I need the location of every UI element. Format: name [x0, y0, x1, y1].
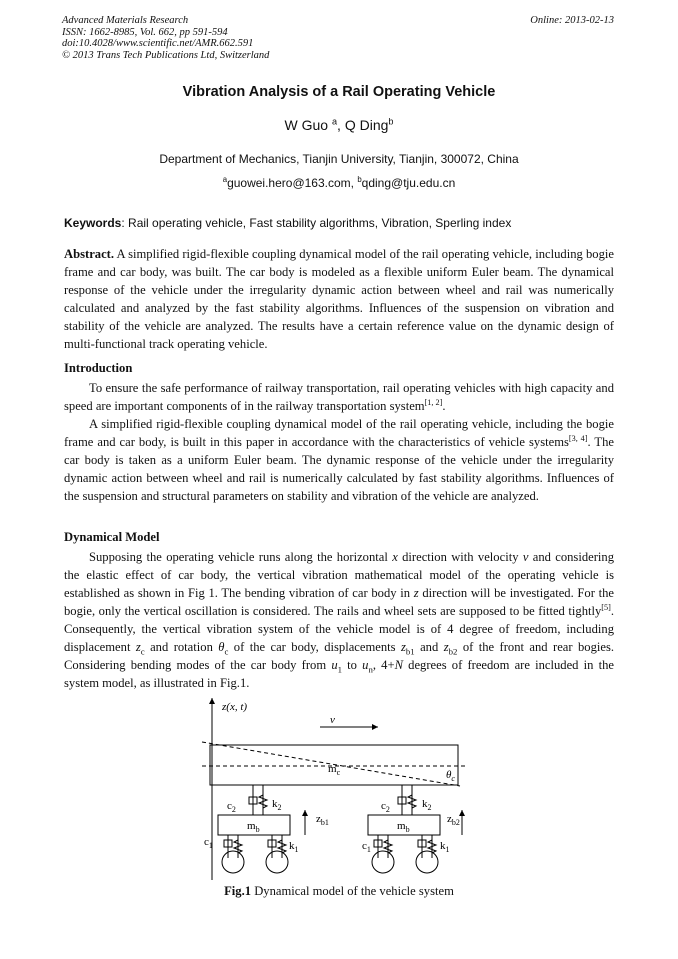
rear-bogie-mass: $m_b$: [397, 820, 410, 834]
front-k1-label: $k_1$: [289, 840, 299, 854]
intro-p1-text: To ensure the safe performance of railway transportation, rail operating vehicles with high capacity and speed are important components of in the railway transportation system: [64, 381, 614, 413]
rear-k2-label: $k_2$: [422, 798, 432, 812]
emails: [0, 176, 678, 190]
intro-p2-text-b: . The car body is taken as a uniform Euler beam. The dynamic response of the vehicle under the irregularity dynamic action between wheel and rail is numerically calculated by fast stability algorithms. Influences of the suspension and structural parameters on stability and vibration of the vehicle are analyzed.: [64, 435, 615, 503]
model-un-sub: n: [368, 664, 373, 675]
model-t12: degrees of freedom are included in the system model, as illustrated in Fig.1.: [64, 658, 614, 690]
front-zb1-label: $z_{b1}$: [316, 813, 329, 827]
keywords: [64, 216, 624, 230]
model-un: u: [362, 658, 369, 672]
rear-c1-label: $c_1$: [362, 840, 371, 854]
author-separator: ,: [337, 117, 345, 133]
model-zc-sub: c: [140, 646, 145, 657]
online-date: Online: 2013-02-13: [530, 15, 614, 26]
model-t10: to: [342, 658, 363, 672]
paper-title: Vibration Analysis of a Rail Operating Vehicle: [182, 84, 496, 100]
front-wheel-2: [266, 851, 288, 873]
model-ref5: [5]: [601, 602, 611, 612]
abstract: [64, 245, 614, 353]
model-theta-sub: c: [224, 646, 229, 657]
model-zc: z: [135, 640, 141, 654]
front-bogie-mass: $m_b$: [247, 820, 260, 834]
front-secondary-suspension: [249, 785, 267, 815]
front-k2-label: $k_2$: [272, 798, 282, 812]
model-paragraph: [64, 548, 614, 692]
intro-p1-ref: [1, 2]: [424, 397, 443, 407]
author-1-sup: a: [331, 116, 338, 127]
model-t11: , 4+: [372, 658, 395, 672]
abstract-text: A simplified rigid-flexible coupling dynamical model of the rail operating vehicle, including bogie frame and car body, was built. The car body is modeled as a flexible uniform Euler beam. The dynamical response of the vehicle under the irregularity dynamic action between wheel and rail was numerically calculated and analyzed by the fast stability algorithms. Influences of the suspension on vibration and stability of the vehicle are analyzed. The results have a certain reference value on the dynamic design of multi-functional track operating vehicle.: [64, 247, 614, 351]
introduction-heading: Introduction: [64, 361, 133, 375]
email-b: qding@tju.edu.cn: [361, 176, 456, 190]
model-zb2-sub: b2: [448, 646, 458, 657]
keywords-label: Keywords: [64, 216, 122, 230]
author-2-sup: b: [388, 116, 394, 127]
email-b-sup: b: [357, 175, 362, 184]
rear-secondary-suspension: [398, 785, 416, 815]
author-1: W Guo: [284, 117, 329, 133]
model-N: N: [394, 658, 403, 672]
model-v: v: [522, 550, 529, 564]
email-a: guowei.hero@163.com,: [227, 176, 358, 190]
model-t3: and considering the elastic effect of car body, the vertical vibration mathematical model of the operating vehicle is established as shown in Fig 1. The bending vibration of car body in: [64, 550, 614, 600]
rear-wheel-2: [416, 851, 438, 873]
figure-caption: [0, 884, 678, 899]
doi-line: doi:10.4028/www.scientific.net/AMR.662.591: [62, 38, 254, 49]
caption-text: Dynamical model of the vehicle system: [251, 884, 454, 898]
issn-line: ISSN: 1662-8985, Vol. 662, pp 591-594: [62, 26, 228, 38]
model-t5: . Consequently, the vertical vibration system of the vehicle model is of 4 degree of freedom, including displacement: [64, 604, 614, 654]
affiliation: Department of Mechanics, Tianjin University, Tianjin, 300072, China: [159, 152, 519, 166]
front-wheel-1: [222, 851, 244, 873]
model-heading: Dynamical Model: [64, 530, 160, 544]
velocity-label: v: [330, 714, 335, 726]
copyright-line: © 2013 Trans Tech Publications Ltd, Switzerland: [62, 49, 270, 61]
journal-header: [62, 15, 269, 61]
model-u1: u: [331, 658, 338, 672]
figure-1-vehicle-model: [190, 690, 480, 880]
model-zb2: z: [443, 640, 449, 654]
model-t2: direction with velocity: [397, 550, 523, 564]
author-2: Q Ding: [344, 117, 389, 133]
model-t8: and: [414, 640, 444, 654]
email-a-sup: a: [222, 175, 228, 184]
model-zb1-sub: b1: [405, 646, 415, 657]
model-z: z: [413, 586, 419, 600]
model-t1: Supposing the operating vehicle runs along the horizontal: [89, 550, 393, 564]
rear-c2-label: $c_2$: [381, 800, 390, 814]
model-x: x: [392, 550, 398, 564]
caption-label: Fig.1: [224, 884, 252, 898]
intro-paragraph-1: [64, 379, 614, 415]
front-c1-label: $c_1$: [204, 836, 213, 850]
axis-label: z(x, t): [222, 701, 248, 713]
rear-primary-suspension: [374, 835, 436, 858]
intro-paragraph-2: [64, 415, 614, 505]
model-body: [64, 548, 614, 692]
intro-p2-text-a: A simplified rigid-flexible coupling dynamical model of the rail operating vehicle, including the bogie frame and car body, is built in this paper in accordance with the characteristics of vehicle systems: [64, 417, 614, 449]
front-primary-suspension: [224, 835, 286, 858]
model-theta: θ: [218, 640, 225, 654]
keywords-text: : Rail operating vehicle, Fast stability algorithms, Vibration, Sperling index: [121, 216, 512, 230]
theta-label: $\theta_c$: [446, 769, 455, 783]
model-u1-sub: 1: [337, 664, 343, 675]
abstract-label: Abstract.: [64, 247, 115, 261]
introduction-body: [64, 379, 614, 505]
model-t4: direction will be investigated. For the bogie, only the vertical oscillation is considered. The rails and wheel sets are supposed to be fitted tightly: [64, 586, 615, 618]
author-line: [0, 117, 678, 133]
model-t7: of the car body, displacements: [228, 640, 401, 654]
model-t9: of the front and rear bogies. Considering bending modes of the car body from: [64, 640, 615, 672]
intro-p2-ref: [3, 4]: [568, 433, 588, 443]
front-c2-label: $c_2$: [227, 800, 236, 814]
model-zb1: z: [400, 640, 406, 654]
rear-wheel-1: [372, 851, 394, 873]
intro-p1-end: .: [442, 399, 446, 413]
journal-name: Advanced Materials Research: [62, 15, 189, 26]
model-t6: and rotation: [144, 640, 219, 654]
rear-zb2-label: $z_{b2}$: [447, 813, 460, 827]
rear-k1-label: $k_1$: [440, 840, 450, 854]
car-mass-label: $m_c$: [328, 763, 341, 777]
